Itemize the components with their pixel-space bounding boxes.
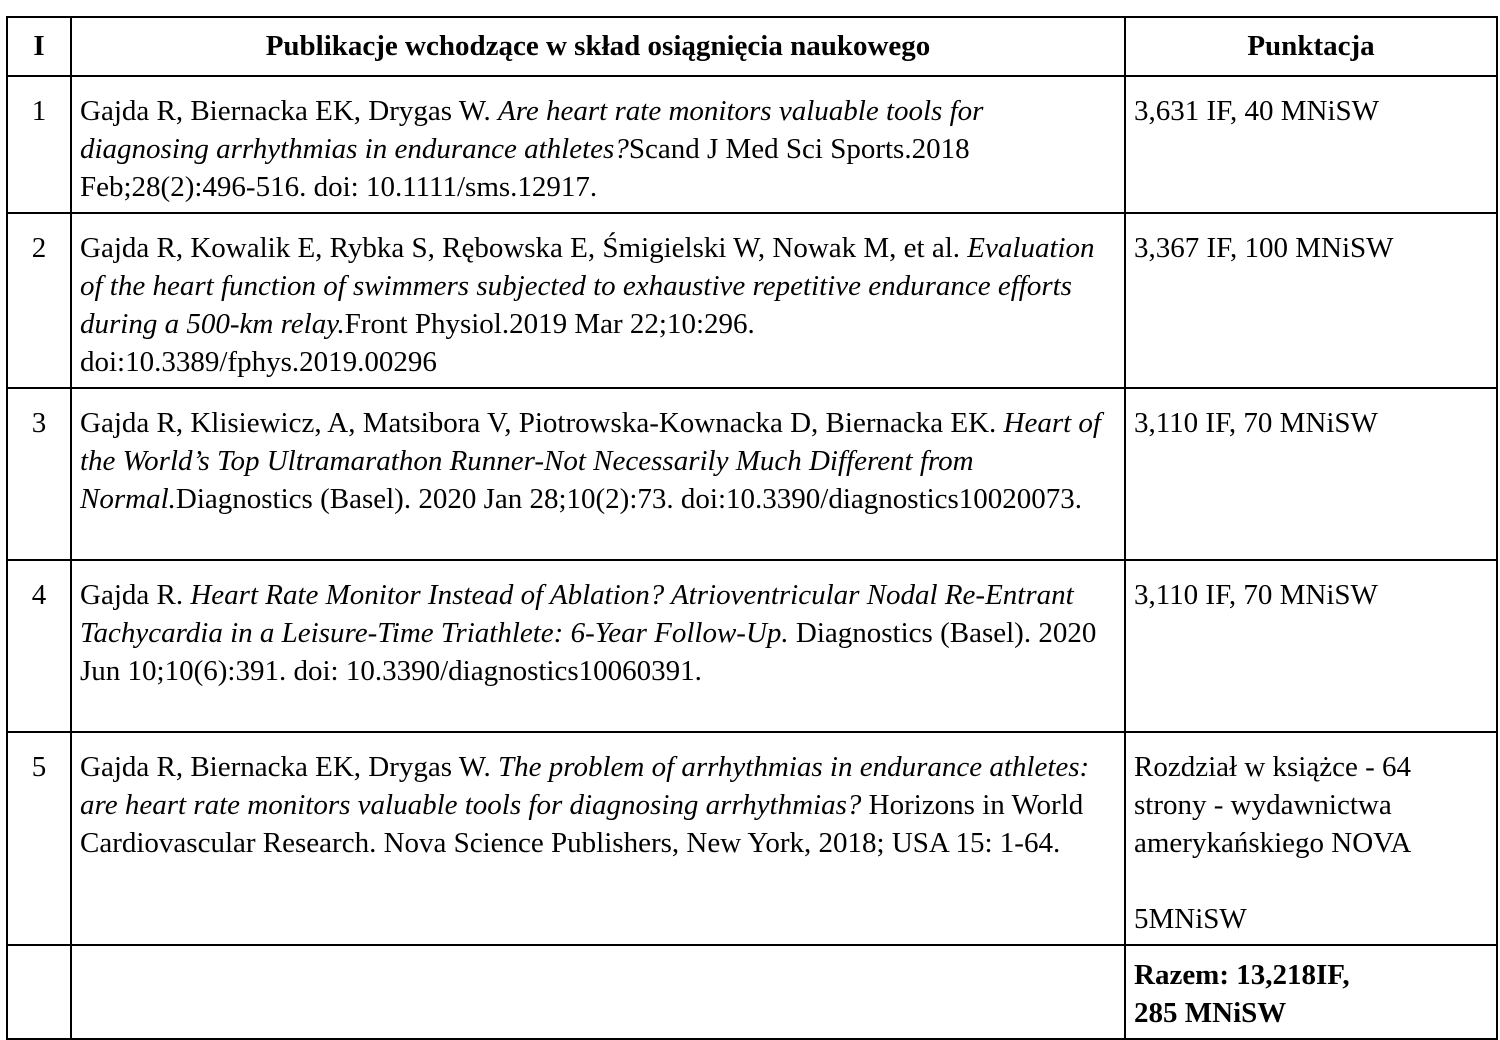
publication-cell <box>71 213 1125 388</box>
points-cell <box>1125 732 1497 945</box>
total-number-cell <box>7 945 71 1039</box>
points-line: Rozdział w książce - 64 <box>1134 751 1412 783</box>
publications-table <box>6 16 1498 1040</box>
publication-cell <box>71 388 1125 560</box>
table-header-row <box>7 17 1497 76</box>
points-cell: 3,110 IF, 70 MNiSW <box>1125 560 1497 732</box>
publication-title: Evaluation of the heart function of swimmers subjected to exhaustive repetitive endurance efforts during a 500-km relay. <box>80 232 1095 340</box>
row-number: 5 <box>7 732 71 945</box>
publication-authors: Gajda R. <box>80 579 191 611</box>
publication-source: Horizons in World Cardiovascular Research. Nova Science Publishers, New York, 2018; USA 15: 1-64. <box>80 789 1084 859</box>
total-row <box>7 945 1497 1039</box>
row-number: 2 <box>7 213 71 388</box>
total-points-cell <box>1125 945 1497 1039</box>
points-extra: 5MNiSW <box>1134 903 1247 935</box>
header-number: I <box>7 17 71 76</box>
publication-source: Diagnostics (Basel). 2020 Jan 28;10(2):73. doi:10.3390/diagnostics10020073. <box>175 483 1083 515</box>
points-spacer <box>1134 862 1488 900</box>
table-row <box>7 388 1497 560</box>
total-line-if: Razem: 13,218IF, <box>1134 959 1350 991</box>
points-line: strony - wydawnictwa <box>1134 789 1392 821</box>
total-publication-cell <box>71 945 1125 1039</box>
points-cell: 3,367 IF, 100 MNiSW <box>1125 213 1497 388</box>
publication-source: Diagnostics (Basel). 2020 Jun 10;10(6):391. doi: 10.3390/diagnostics10060391. <box>80 617 1097 687</box>
publication-title: Heart Rate Monitor Instead of Ablation? Atrioventricular Nodal Re-Entrant Tachycardia in a Leisure-Time Triathlete: 6-Year Follow-Up. <box>80 579 1074 649</box>
publication-title: The problem of arrhythmias in endurance athletes: are heart rate monitors valuable tools for diagnosing arrhythmias? <box>80 751 1090 821</box>
points-cell: 3,631 IF, 40 MNiSW <box>1125 76 1497 213</box>
publication-cell <box>71 732 1125 945</box>
points-line: amerykańskiego NOVA <box>1134 827 1412 859</box>
publication-authors: Gajda R, Klisiewicz, A, Matsibora V, Piotrowska-Kownacka D, Biernacka EK. <box>80 407 1004 439</box>
header-points: Punktacja <box>1125 17 1497 76</box>
publication-authors: Gajda R, Kowalik E, Rybka S, Rębowska E, Śmigielski W, Nowak M, et al. <box>80 232 968 264</box>
publication-authors: Gajda R, Biernacka EK, Drygas W. <box>80 751 498 783</box>
publication-source: Scand J Med Sci Sports.2018 Feb;28(2):496-516. doi: 10.1111/sms.12917. <box>80 133 970 203</box>
table-row <box>7 76 1497 213</box>
publication-title: Heart of the World’s Top Ultramarathon Runner-Not Necessarily Much Different from Normal. <box>80 407 1101 515</box>
publication-cell <box>71 560 1125 732</box>
publication-authors: Gajda R, Biernacka EK, Drygas W. <box>80 95 498 127</box>
total-line-mnisw: 285 MNiSW <box>1134 997 1287 1029</box>
publication-cell <box>71 76 1125 213</box>
header-publication: Publikacje wchodzące w skład osiągnięcia naukowego <box>71 17 1125 76</box>
points-cell: 3,110 IF, 70 MNiSW <box>1125 388 1497 560</box>
table-row <box>7 560 1497 732</box>
table-row <box>7 213 1497 388</box>
row-number: 3 <box>7 388 71 560</box>
publication-title: Are heart rate monitors valuable tools for diagnosing arrhythmias in endurance athletes? <box>80 95 984 165</box>
publication-source: Front Physiol.2019 Mar 22;10:296. doi:10.3389/fphys.2019.00296 <box>80 308 755 378</box>
table-row <box>7 732 1497 945</box>
row-number: 4 <box>7 560 71 732</box>
row-number: 1 <box>7 76 71 213</box>
